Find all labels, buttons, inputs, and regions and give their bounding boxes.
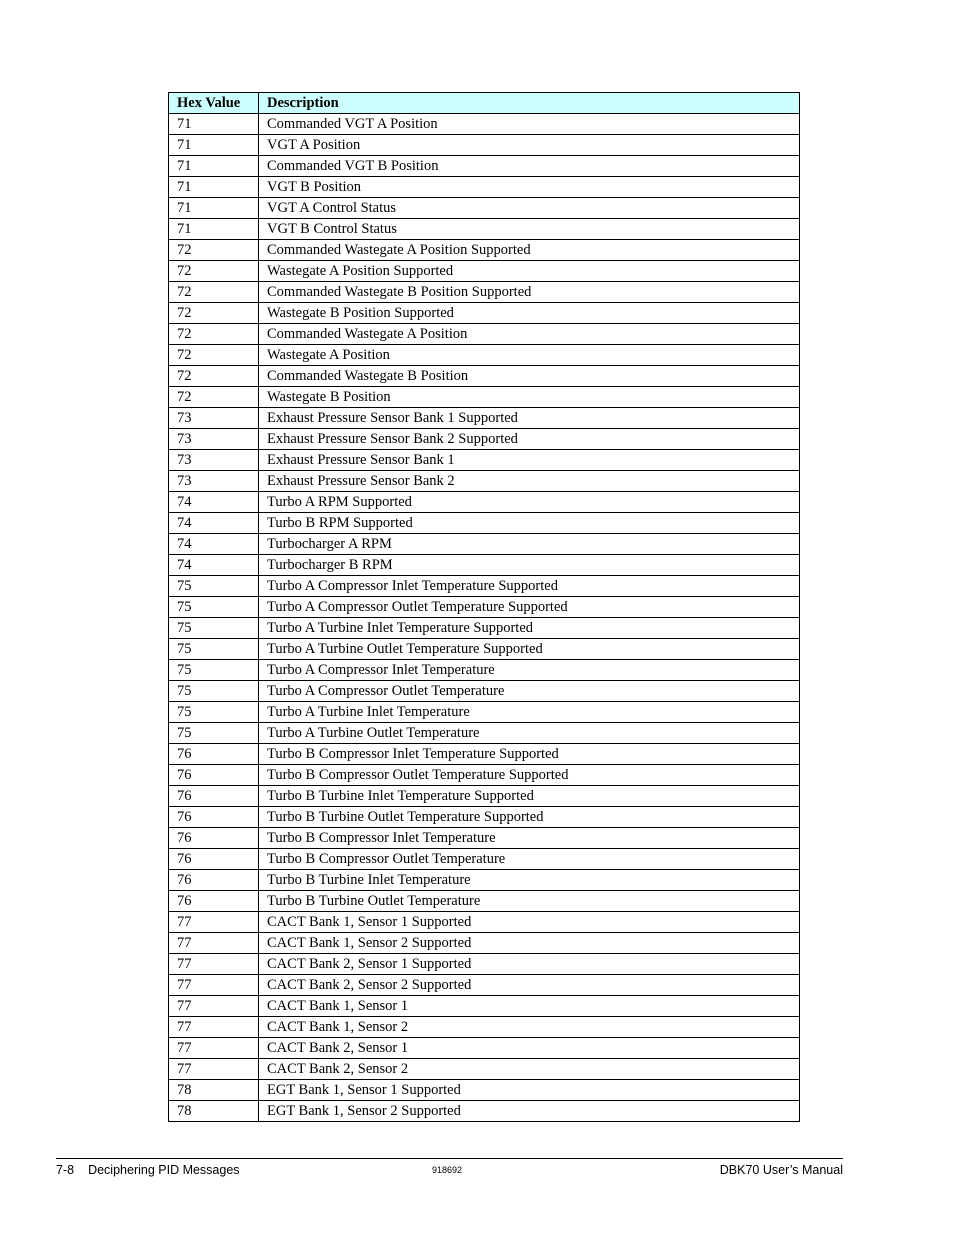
description-cell: Turbo B Compressor Outlet Temperature xyxy=(259,849,800,870)
hex-value-cell: 71 xyxy=(169,219,259,240)
page-number: 7-8 xyxy=(56,1163,75,1177)
hex-value-cell: 74 xyxy=(169,555,259,576)
description-cell: Commanded Wastegate B Position Supported xyxy=(259,282,800,303)
hex-value-cell: 77 xyxy=(169,996,259,1017)
table-row xyxy=(169,702,800,723)
description-cell: Turbocharger B RPM xyxy=(259,555,800,576)
hex-value-cell: 72 xyxy=(169,324,259,345)
hex-value-cell: 75 xyxy=(169,702,259,723)
hex-value-cell: 73 xyxy=(169,471,259,492)
description-cell: Turbo A Compressor Inlet Temperature xyxy=(259,660,800,681)
hex-value-cell: 72 xyxy=(169,303,259,324)
table-row xyxy=(169,261,800,282)
description-header: Description xyxy=(259,93,800,114)
table-row xyxy=(169,744,800,765)
page-footer xyxy=(56,1158,843,1179)
table-row xyxy=(169,282,800,303)
hex-value-cell: 77 xyxy=(169,1017,259,1038)
description-cell: EGT Bank 1, Sensor 2 Supported xyxy=(259,1101,800,1122)
table-row xyxy=(169,891,800,912)
description-cell: CACT Bank 1, Sensor 2 xyxy=(259,1017,800,1038)
table-row xyxy=(169,828,800,849)
hex-value-cell: 74 xyxy=(169,513,259,534)
description-cell: Commanded VGT B Position xyxy=(259,156,800,177)
description-cell: Turbocharger A RPM xyxy=(259,534,800,555)
hex-value-cell: 77 xyxy=(169,954,259,975)
hex-value-cell: 71 xyxy=(169,135,259,156)
description-cell: Wastegate B Position xyxy=(259,387,800,408)
table-row xyxy=(169,786,800,807)
table-row xyxy=(169,177,800,198)
description-cell: Turbo A Turbine Inlet Temperature Supported xyxy=(259,618,800,639)
document-code: 918692 xyxy=(432,1165,463,1175)
hex-value-cell: 71 xyxy=(169,156,259,177)
table-row xyxy=(169,996,800,1017)
description-cell: CACT Bank 1, Sensor 2 Supported xyxy=(259,933,800,954)
description-cell: EGT Bank 1, Sensor 1 Supported xyxy=(259,1080,800,1101)
description-cell: Turbo B Compressor Outlet Temperature Supported xyxy=(259,765,800,786)
description-cell: VGT A Control Status xyxy=(259,198,800,219)
table-row xyxy=(169,303,800,324)
table-header xyxy=(169,93,800,114)
hex-value-cell: 72 xyxy=(169,261,259,282)
description-cell: Exhaust Pressure Sensor Bank 1 xyxy=(259,450,800,471)
hex-value-header: Hex Value xyxy=(169,93,259,114)
hex-value-cell: 78 xyxy=(169,1080,259,1101)
hex-value-cell: 72 xyxy=(169,240,259,261)
hex-value-cell: 75 xyxy=(169,618,259,639)
table-row xyxy=(169,408,800,429)
table-row xyxy=(169,1038,800,1059)
table-header-row xyxy=(169,93,800,114)
hex-value-cell: 76 xyxy=(169,849,259,870)
table-row xyxy=(169,933,800,954)
description-cell: Turbo A Compressor Outlet Temperature Supported xyxy=(259,597,800,618)
hex-value-cell: 76 xyxy=(169,870,259,891)
table-row xyxy=(169,198,800,219)
description-cell: VGT A Position xyxy=(259,135,800,156)
hex-value-cell: 77 xyxy=(169,975,259,996)
hex-value-cell: 71 xyxy=(169,177,259,198)
hex-value-cell: 76 xyxy=(169,807,259,828)
description-cell: Turbo B Turbine Inlet Temperature xyxy=(259,870,800,891)
table-row xyxy=(169,366,800,387)
description-cell: Turbo B Compressor Inlet Temperature xyxy=(259,828,800,849)
description-cell: Turbo A Compressor Outlet Temperature xyxy=(259,681,800,702)
table-row xyxy=(169,135,800,156)
hex-value-cell: 75 xyxy=(169,681,259,702)
table-row xyxy=(169,807,800,828)
description-cell: Commanded VGT A Position xyxy=(259,114,800,135)
table-row xyxy=(169,1080,800,1101)
hex-value-cell: 75 xyxy=(169,639,259,660)
hex-value-cell: 75 xyxy=(169,576,259,597)
description-cell: CACT Bank 1, Sensor 1 xyxy=(259,996,800,1017)
table-row xyxy=(169,723,800,744)
table-row xyxy=(169,912,800,933)
table-row xyxy=(169,975,800,996)
hex-value-cell: 71 xyxy=(169,114,259,135)
manual-title: DBK70 User’s Manual xyxy=(719,1163,843,1177)
table-row xyxy=(169,555,800,576)
hex-value-cell: 76 xyxy=(169,891,259,912)
hex-value-cell: 74 xyxy=(169,534,259,555)
table-body xyxy=(169,114,800,1122)
hex-value-cell: 74 xyxy=(169,492,259,513)
table-row xyxy=(169,954,800,975)
table-row xyxy=(169,513,800,534)
description-cell: Turbo A Compressor Inlet Temperature Supported xyxy=(259,576,800,597)
table-row xyxy=(169,492,800,513)
table-row xyxy=(169,618,800,639)
hex-value-cell: 72 xyxy=(169,345,259,366)
hex-value-cell: 76 xyxy=(169,828,259,849)
description-cell: CACT Bank 1, Sensor 1 Supported xyxy=(259,912,800,933)
table-row xyxy=(169,534,800,555)
hex-value-cell: 76 xyxy=(169,786,259,807)
description-cell: CACT Bank 2, Sensor 1 xyxy=(259,1038,800,1059)
table-row xyxy=(169,429,800,450)
description-cell: CACT Bank 2, Sensor 1 Supported xyxy=(259,954,800,975)
description-cell: Turbo A Turbine Inlet Temperature xyxy=(259,702,800,723)
hex-value-cell: 77 xyxy=(169,912,259,933)
table-row xyxy=(169,240,800,261)
description-cell: Turbo A Turbine Outlet Temperature Supported xyxy=(259,639,800,660)
hex-value-cell: 71 xyxy=(169,198,259,219)
table-row xyxy=(169,870,800,891)
table-row xyxy=(169,597,800,618)
hex-value-cell: 72 xyxy=(169,282,259,303)
table-row xyxy=(169,1059,800,1080)
description-cell: Commanded Wastegate A Position xyxy=(259,324,800,345)
hex-value-cell: 77 xyxy=(169,1038,259,1059)
hex-value-cell: 75 xyxy=(169,660,259,681)
table-row xyxy=(169,324,800,345)
hex-value-cell: 75 xyxy=(169,723,259,744)
table-row xyxy=(169,471,800,492)
table-row xyxy=(169,219,800,240)
hex-value-cell: 75 xyxy=(169,597,259,618)
table-row xyxy=(169,1017,800,1038)
hex-value-cell: 73 xyxy=(169,450,259,471)
table-row xyxy=(169,345,800,366)
hex-value-cell: 72 xyxy=(169,387,259,408)
hex-value-cell: 76 xyxy=(169,765,259,786)
hex-value-cell: 73 xyxy=(169,429,259,450)
description-cell: CACT Bank 2, Sensor 2 xyxy=(259,1059,800,1080)
description-cell: Exhaust Pressure Sensor Bank 2 Supported xyxy=(259,429,800,450)
description-cell: Turbo A Turbine Outlet Temperature xyxy=(259,723,800,744)
table-row xyxy=(169,114,800,135)
description-cell: Wastegate A Position xyxy=(259,345,800,366)
hex-value-cell: 77 xyxy=(169,1059,259,1080)
description-cell: Turbo B Compressor Inlet Temperature Supported xyxy=(259,744,800,765)
description-cell: Commanded Wastegate A Position Supported xyxy=(259,240,800,261)
pid-table xyxy=(168,92,800,1122)
hex-value-cell: 72 xyxy=(169,366,259,387)
description-cell: Turbo B Turbine Outlet Temperature Supported xyxy=(259,807,800,828)
table-row xyxy=(169,1101,800,1122)
description-cell: Wastegate B Position Supported xyxy=(259,303,800,324)
table-row xyxy=(169,450,800,471)
table-row xyxy=(169,576,800,597)
description-cell: VGT B Position xyxy=(259,177,800,198)
description-cell: CACT Bank 2, Sensor 2 Supported xyxy=(259,975,800,996)
table-row xyxy=(169,387,800,408)
description-cell: Turbo B Turbine Inlet Temperature Supported xyxy=(259,786,800,807)
description-cell: Exhaust Pressure Sensor Bank 2 xyxy=(259,471,800,492)
description-cell: Commanded Wastegate B Position xyxy=(259,366,800,387)
description-cell: VGT B Control Status xyxy=(259,219,800,240)
table-row xyxy=(169,639,800,660)
hex-value-cell: 77 xyxy=(169,933,259,954)
hex-value-cell: 76 xyxy=(169,744,259,765)
hex-value-cell: 78 xyxy=(169,1101,259,1122)
footer-left xyxy=(56,1163,240,1177)
section-title: Deciphering PID Messages xyxy=(88,1163,240,1177)
description-cell: Turbo B Turbine Outlet Temperature xyxy=(259,891,800,912)
table-row xyxy=(169,681,800,702)
table-row xyxy=(169,765,800,786)
description-cell: Turbo B RPM Supported xyxy=(259,513,800,534)
table-row xyxy=(169,156,800,177)
description-cell: Turbo A RPM Supported xyxy=(259,492,800,513)
description-cell: Exhaust Pressure Sensor Bank 1 Supported xyxy=(259,408,800,429)
hex-value-cell: 73 xyxy=(169,408,259,429)
table-row xyxy=(169,849,800,870)
table-row xyxy=(169,660,800,681)
description-cell: Wastegate A Position Supported xyxy=(259,261,800,282)
